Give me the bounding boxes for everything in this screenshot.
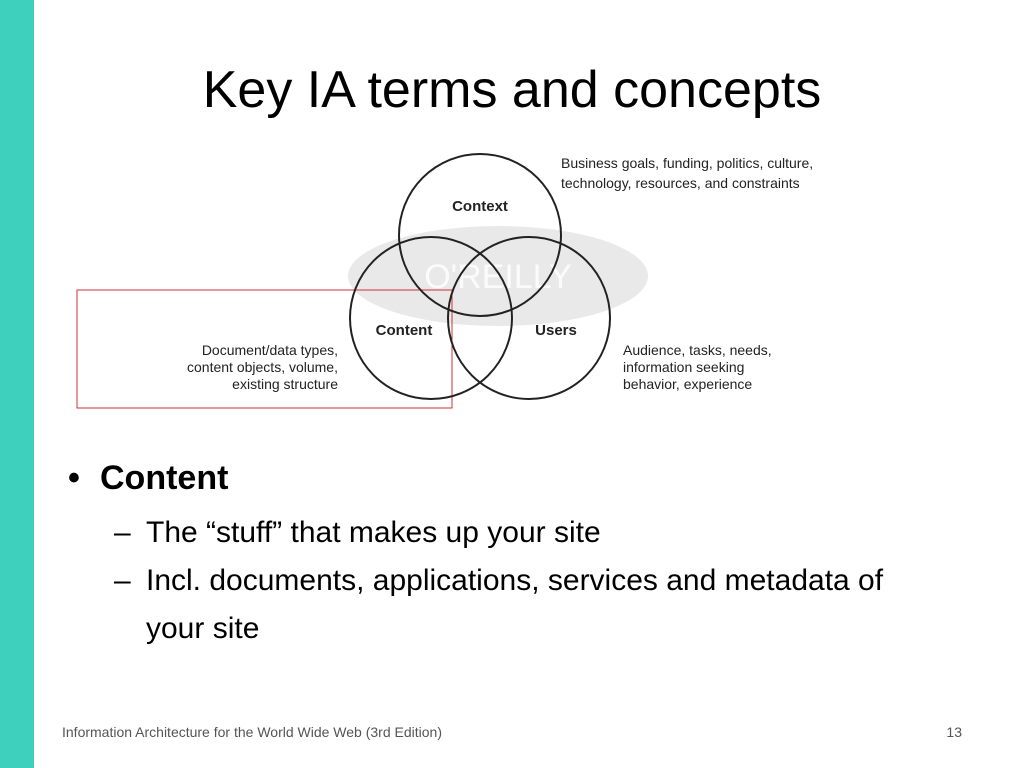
sub-bullet-stuff	[62, 509, 942, 557]
sub-bullet-stuff-text: The “stuff” that makes up your site	[146, 515, 601, 549]
users-note-line-2: information seeking	[623, 359, 745, 375]
sub-bullet-marker: –	[114, 515, 131, 549]
sub-bullet-includes-text: Incl. documents, applications, services and metadata of your site	[146, 563, 884, 645]
content-note-line-3: existing structure	[232, 376, 338, 392]
context-label: Context	[452, 198, 508, 215]
ia-venn-diagram	[60, 148, 814, 418]
page-number: 13	[946, 724, 962, 740]
bullet-marker: •	[68, 459, 80, 497]
users-label: Users	[535, 322, 577, 339]
context-note-line-1: Business goals, funding, politics, culture,	[561, 155, 814, 171]
bullet-content-text: Content	[100, 459, 229, 497]
slide-title: Key IA terms and concepts	[202, 61, 822, 119]
watermark-text: O'REILLY	[424, 258, 572, 296]
content-note-line-2: content objects, volume,	[187, 359, 338, 375]
sub-bullet-includes	[62, 557, 942, 653]
context-note-line-2: technology, resources, and constraints	[561, 175, 800, 191]
bullet-content	[62, 458, 942, 499]
bullet-list	[62, 458, 942, 653]
users-note-line-1: Audience, tasks, needs,	[623, 342, 772, 358]
footer-text: Information Architecture for the World Wide Web (3rd Edition)	[62, 724, 442, 740]
content-note-line-1: Document/data types,	[201, 342, 338, 358]
sub-bullet-marker: –	[114, 563, 131, 597]
users-note-line-3: behavior, experience	[623, 376, 753, 392]
accent-bar	[0, 0, 34, 768]
content-label: Content	[375, 322, 433, 339]
